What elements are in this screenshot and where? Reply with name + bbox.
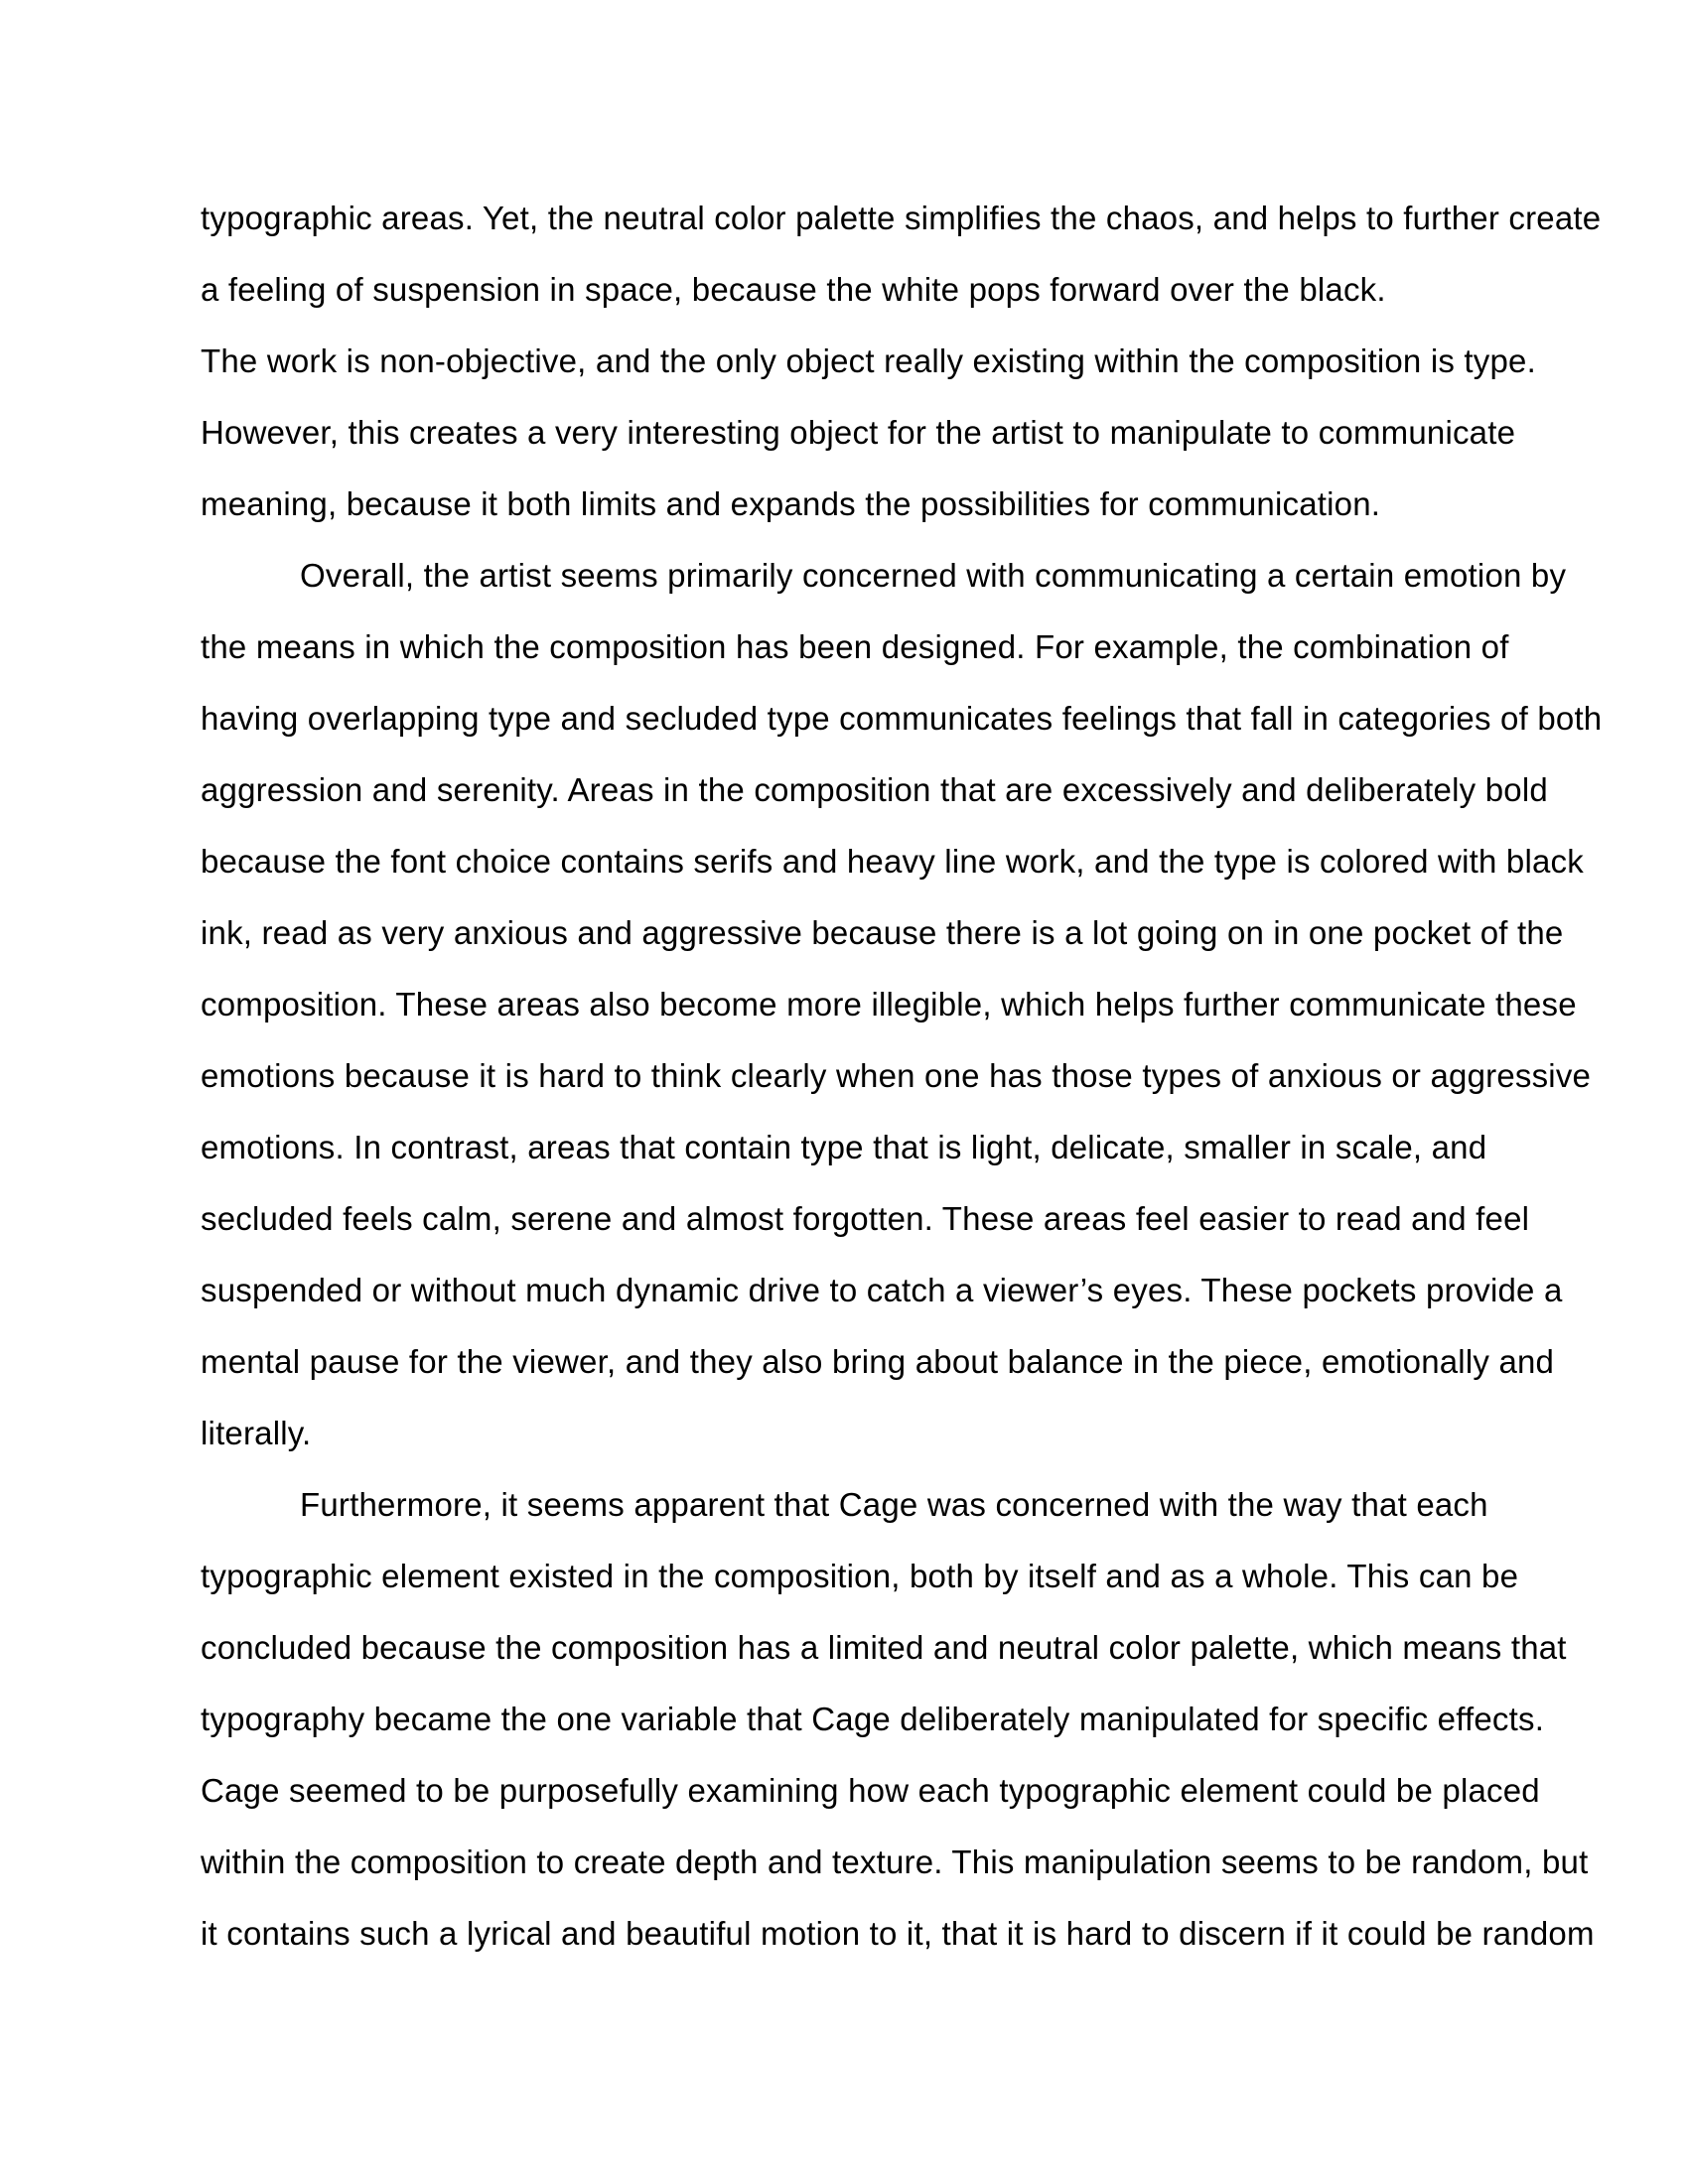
text-line: Overall, the artist seems primarily concerned with communicating a certain emotion by — [300, 557, 1567, 594]
text-line: meaning, because it both limits and expands the possibilities for communication. — [201, 485, 1381, 522]
text-line: literally. — [201, 1415, 312, 1451]
text-line: mental pause for the viewer, and they also bring about balance in the piece, emotionally and — [201, 1343, 1555, 1380]
text-line: aggression and serenity. Areas in the composition that are excessively and deliberately bold — [201, 771, 1548, 808]
text-line: concluded because the composition has a limited and neutral color palette, which means that — [201, 1629, 1567, 1666]
text-line: However, this creates a very interesting object for the artist to manipulate to communicate — [201, 414, 1516, 451]
text-line: typography became the one variable that Cage deliberately manipulated for specific effects. — [201, 1701, 1545, 1737]
text-line: Cage seemed to be purposefully examining how each typographic element could be placed — [201, 1772, 1540, 1809]
text-line: because the font choice contains serifs and heavy line work, and the type is colored with black — [201, 843, 1584, 880]
text-line: composition. These areas also become more illegible, which helps further communicate these — [201, 986, 1577, 1023]
essay-text-block — [201, 183, 1603, 1970]
text-line: within the composition to create depth and texture. This manipulation seems to be random, but — [201, 1843, 1589, 1880]
text-line: typographic element existed in the composition, both by itself and as a whole. This can be — [201, 1558, 1519, 1594]
text-line: ink, read as very anxious and aggressive because there is a lot going on in one pocket of the — [201, 914, 1564, 951]
text-line: emotions because it is hard to think clearly when one has those types of anxious or aggressive — [201, 1057, 1592, 1094]
text-line: The work is non-objective, and the only object really existing within the composition is type. — [201, 342, 1536, 379]
text-line: the means in which the composition has been designed. For example, the combination of — [201, 628, 1509, 665]
text-line: having overlapping type and secluded type communicates feelings that fall in categories of both — [201, 700, 1603, 737]
text-line: Furthermore, it seems apparent that Cage was concerned with the way that each — [300, 1486, 1488, 1523]
text-line: a feeling of suspension in space, because the white pops forward over the black. — [201, 271, 1386, 308]
text-line: it contains such a lyrical and beautiful motion to it, that it is hard to discern if it could be random — [201, 1915, 1595, 1952]
text-line: suspended or without much dynamic drive to catch a viewer’s eyes. These pockets provide a — [201, 1272, 1563, 1308]
text-line: emotions. In contrast, areas that contain type that is light, delicate, smaller in scale, and — [201, 1129, 1487, 1165]
text-line: typographic areas. Yet, the neutral color palette simplifies the chaos, and helps to further create — [201, 200, 1602, 236]
text-line: secluded feels calm, serene and almost forgotten. These areas feel easier to read and feel — [201, 1200, 1530, 1237]
